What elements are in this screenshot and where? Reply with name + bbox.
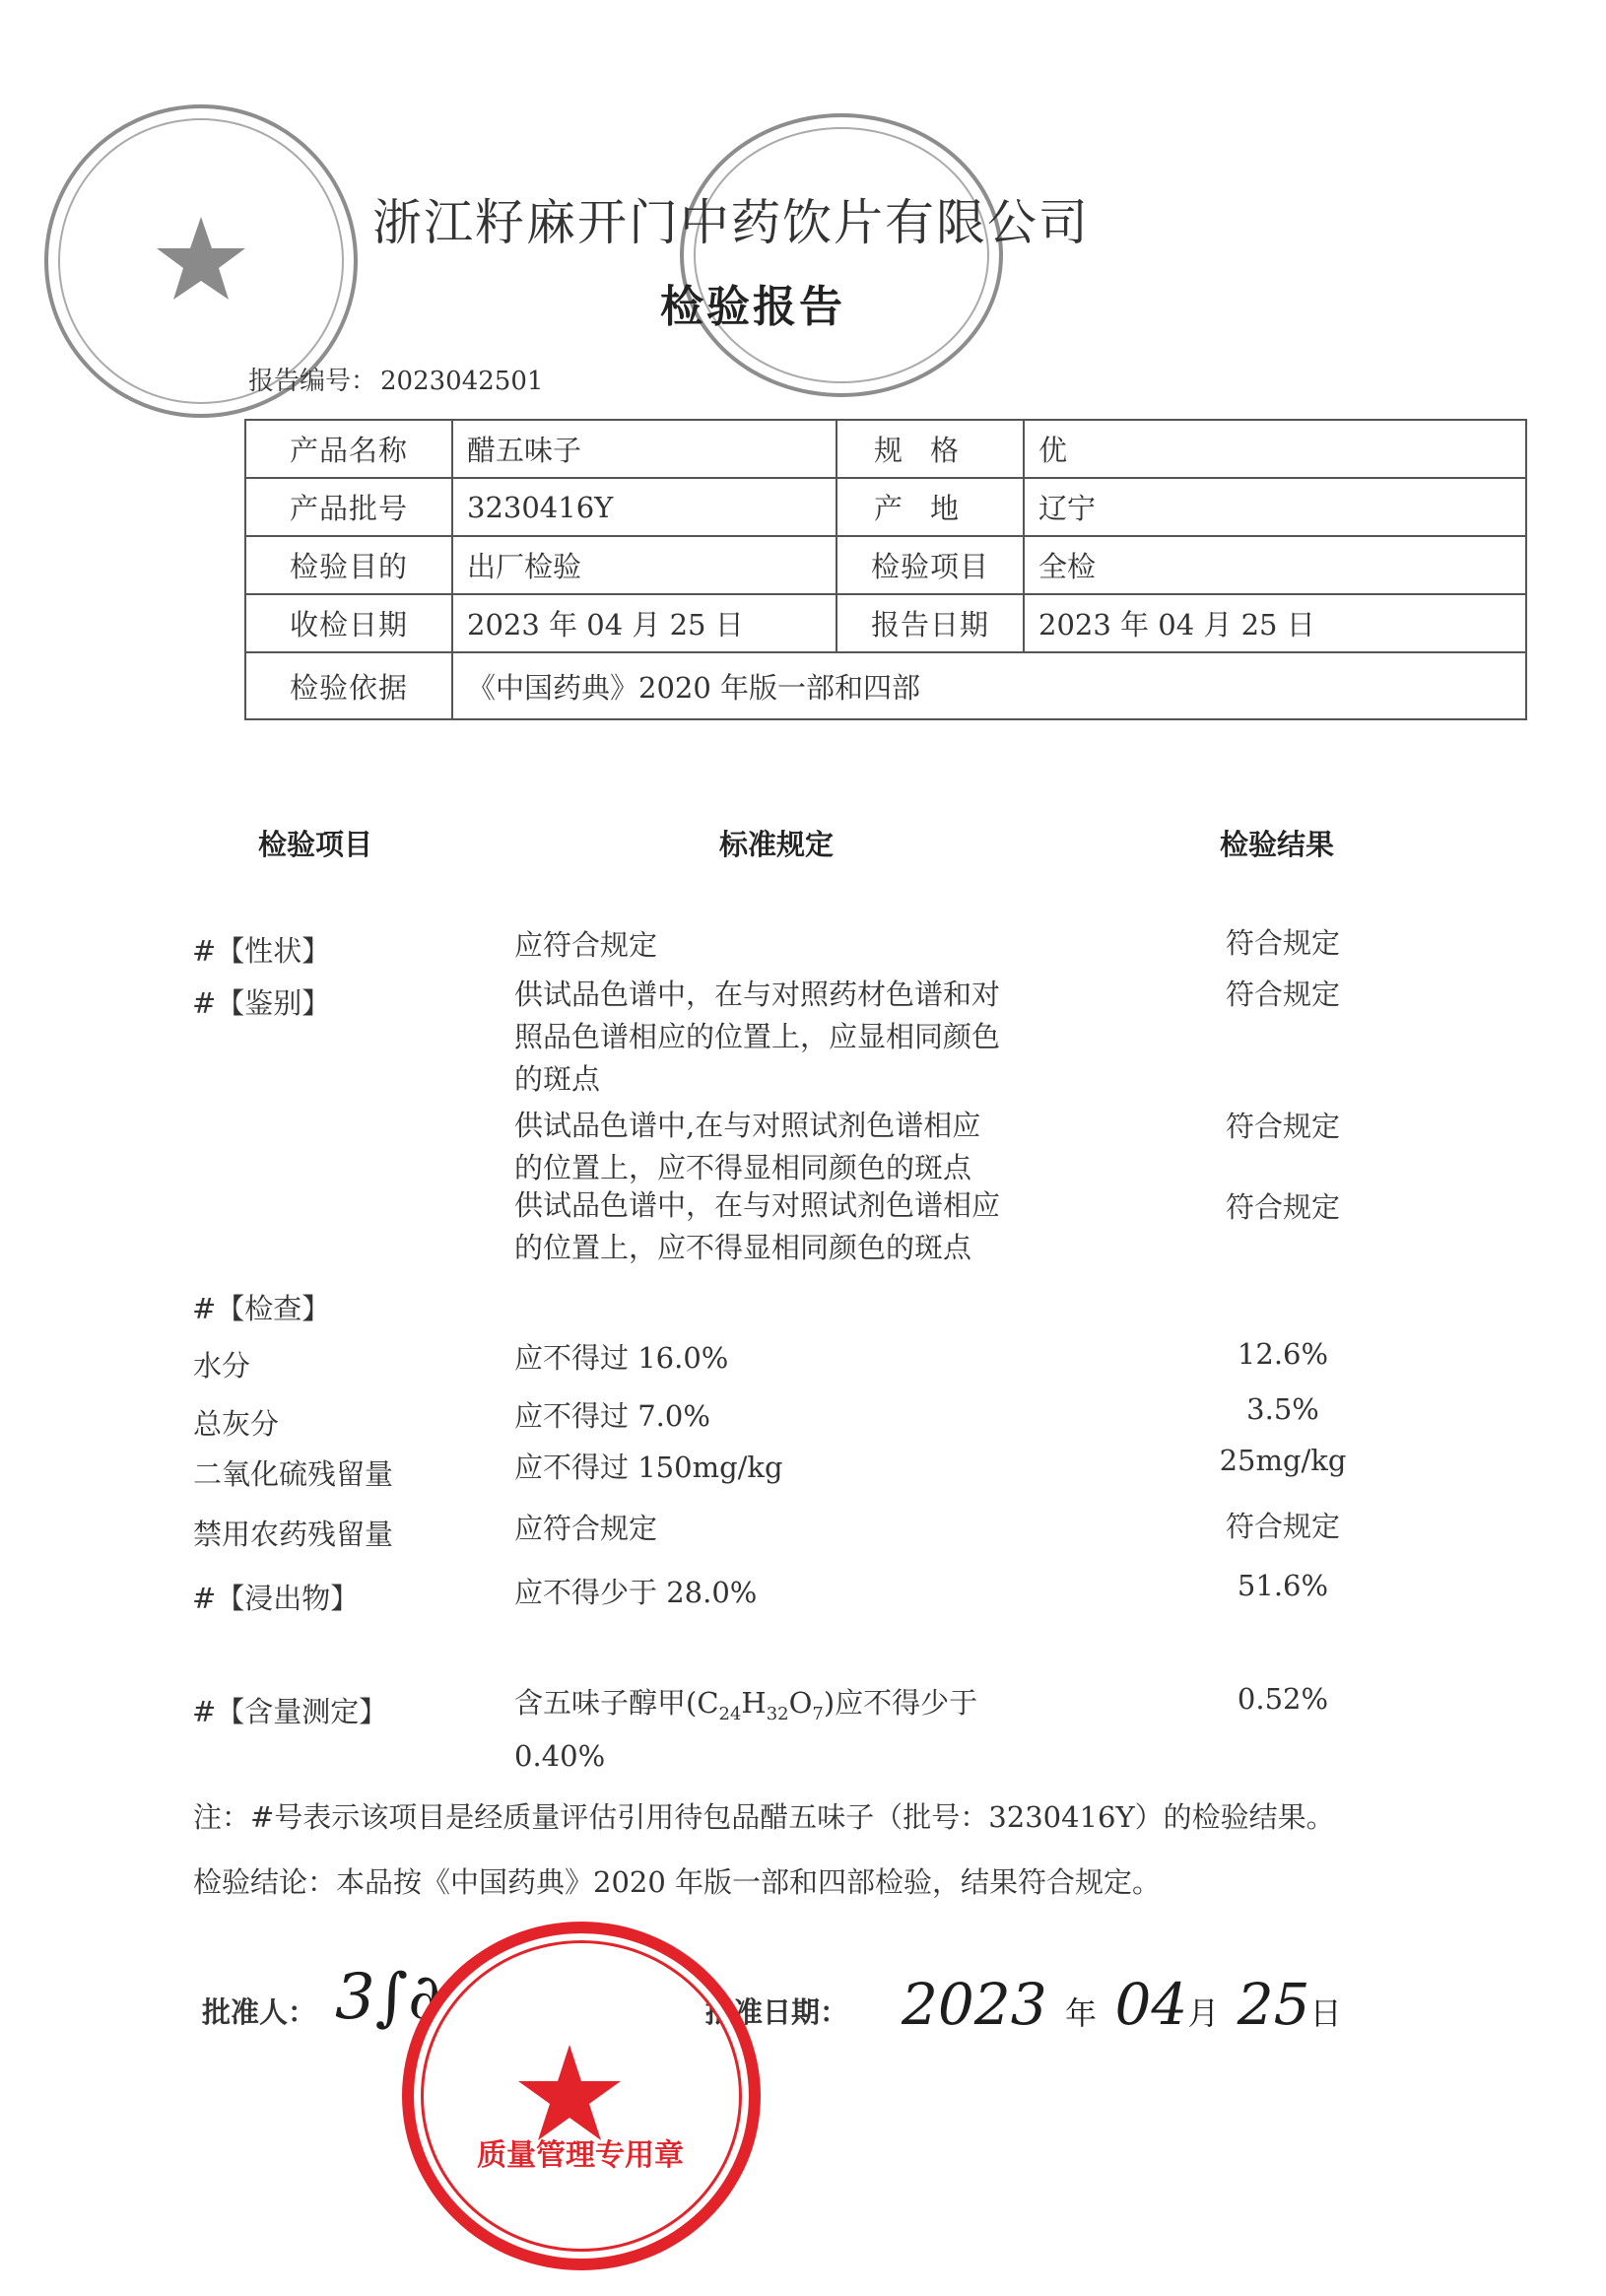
product-info-table [244, 419, 1527, 720]
item-extractives: #【浸出物】 [192, 1582, 360, 1615]
standard-extractives: 应不得少于 28.0% [514, 1576, 758, 1609]
standard-line: 的斑点 [514, 1062, 601, 1096]
report-date-value: 2023 年 04 月 25 日 [1024, 594, 1526, 652]
standard-appearance: 应符合规定 [514, 928, 658, 962]
quality-seal-red [402, 1922, 761, 2270]
receive-date-value: 2023 年 04 月 25 日 [452, 594, 836, 652]
item-so2-residue: 二氧化硫残留量 [193, 1457, 394, 1491]
column-header-standard: 标准规定 [719, 828, 835, 861]
batch-value: 3230416Y [452, 478, 836, 536]
result-total-ash: 3.5% [1246, 1392, 1319, 1426]
seal-bottom-text: 质量管理专用章 [477, 2138, 684, 2173]
result-moisture: 12.6% [1237, 1337, 1329, 1371]
report-number-value: 2023042501 [380, 367, 544, 396]
approve-date-handwritten: 2023 年 04月 25日 [902, 1971, 1342, 2038]
standard-line: 供试品色谱中，在与对照试剂色谱相应 [514, 1188, 1001, 1222]
company-seal-right [680, 113, 1003, 397]
standard-line: 照品色谱相应的位置上，应显相同颜色 [514, 1020, 1001, 1053]
formula-part: O [788, 1686, 813, 1720]
formula-part: )应不得少于 [823, 1686, 978, 1720]
column-header-result: 检验结果 [1220, 828, 1335, 861]
approver-label: 批准人： [202, 1995, 317, 2029]
standard-assay [514, 1682, 1125, 1778]
report-date-label: 报告日期 [836, 594, 1024, 652]
formula-part: 含五味子醇甲(C [514, 1686, 719, 1720]
item-assay: #【含量测定】 [192, 1695, 388, 1728]
batch-label: 产品批号 [245, 478, 452, 536]
conclusion-text: 检验结论：本品按《中国药典》2020 年版一部和四部检验，结果符合规定。 [193, 1865, 1162, 1899]
result-so2-residue: 25mg/kg [1219, 1444, 1347, 1477]
table-row [245, 420, 1526, 478]
standard-total-ash: 应不得过 7.0% [514, 1399, 710, 1433]
standard-line: 供试品色谱中，在与对照药材色谱和对 [514, 978, 1001, 1011]
formula-subscript: 24 [718, 1703, 742, 1724]
approve-date-label: 批准日期： [705, 1995, 849, 2029]
item-total-ash: 总灰分 [193, 1407, 280, 1441]
standard-line: 供试品色谱中,在与对照试剂色谱相应 [514, 1109, 981, 1142]
standard-so2-residue: 应不得过 150mg/kg [514, 1451, 783, 1484]
receive-date-label: 收检日期 [245, 594, 452, 652]
column-header-item: 检验项目 [258, 828, 373, 861]
standard-identification-1 [514, 974, 1066, 1101]
table-row [245, 478, 1526, 536]
result-identification-3: 符合规定 [1225, 1190, 1340, 1224]
formula-subscript: 7 [812, 1703, 824, 1724]
result-pesticide-residue: 符合规定 [1225, 1510, 1340, 1543]
standard-identification-3 [514, 1184, 1066, 1269]
item-appearance: #【性状】 [192, 934, 331, 968]
result-identification-2: 符合规定 [1225, 1110, 1340, 1143]
report-number [244, 361, 543, 397]
formula-part: H [741, 1686, 767, 1720]
items-label: 检验项目 [836, 536, 1024, 594]
basis-value: 《中国药典》2020 年版一部和四部 [452, 652, 1526, 719]
item-moisture: 水分 [193, 1349, 251, 1383]
standard-pesticide-residue: 应符合规定 [514, 1512, 658, 1545]
standard-line: 的位置上，应不得显相同颜色的斑点 [514, 1151, 972, 1184]
standard-line: 的位置上，应不得显相同颜色的斑点 [514, 1231, 972, 1264]
standard-line [514, 1682, 1125, 1735]
result-extractives: 51.6% [1237, 1569, 1329, 1602]
approver-signature: 3∫∂ [335, 1961, 441, 2034]
table-row [245, 594, 1526, 652]
result-identification-1: 符合规定 [1225, 978, 1340, 1011]
product-name-label: 产品名称 [245, 420, 452, 478]
item-pesticide-residue: 禁用农药残留量 [193, 1518, 394, 1551]
formula-subscript: 32 [766, 1703, 789, 1724]
standard-line: 0.40% [514, 1738, 606, 1773]
table-row [245, 536, 1526, 594]
origin-value: 辽宁 [1024, 478, 1526, 536]
table-row [245, 652, 1526, 719]
purpose-value: 出厂检验 [452, 536, 836, 594]
spec-label: 规格 [836, 420, 1024, 478]
items-value: 全检 [1024, 536, 1526, 594]
standard-identification-2 [514, 1105, 1066, 1189]
star-icon [402, 1922, 737, 2247]
standard-moisture: 应不得过 16.0% [514, 1341, 729, 1375]
item-identification: #【鉴别】 [192, 986, 331, 1020]
page-title: 检验报告 [660, 282, 845, 332]
product-name-value: 醋五味子 [452, 420, 836, 478]
spec-value: 优 [1024, 420, 1526, 478]
item-inspection: #【检查】 [192, 1292, 331, 1325]
result-appearance: 符合规定 [1225, 926, 1340, 960]
basis-label: 检验依据 [245, 652, 452, 719]
note-text: 注：#号表示该项目是经质量评估引用待包品醋五味子（批号：3230416Y）的检验结果。 [193, 1800, 1335, 1834]
company-name: 浙江籽麻开门中药饮片有限公司 [372, 194, 1090, 251]
origin-label: 产地 [836, 478, 1024, 536]
purpose-label: 检验目的 [245, 536, 452, 594]
result-assay: 0.52% [1237, 1682, 1329, 1716]
report-number-label: 报告编号： [248, 367, 377, 396]
